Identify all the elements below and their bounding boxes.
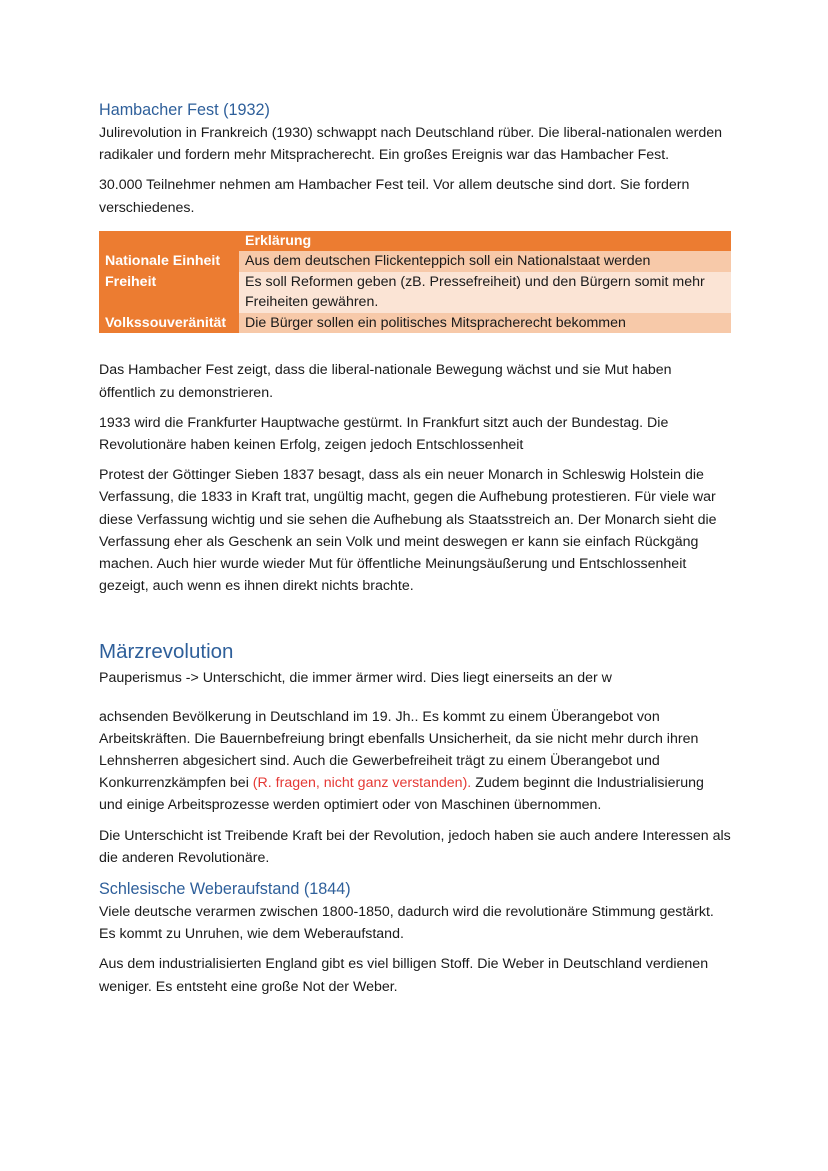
paragraph-bevoelkerung <box>99 706 731 817</box>
heading-hambacher-fest: Hambacher Fest (1932) <box>99 101 270 119</box>
table-cell-explanation: Aus dem deutschen Flickenteppich soll ein Nationalstaat werden <box>239 251 731 272</box>
paragraph-verarmen: Viele deutsche verarmen zwischen 1800-1850, dadurch wird die revolutionäre Stimmung gestärkt. Es kommt zu Unruhen, wie dem Weberaufstand. <box>99 903 714 943</box>
table-cell-explanation: Es soll Reformen geben (zB. Pressefreiheit) und den Bürgern somit mehr Freiheiten gewähren. <box>239 272 731 313</box>
paragraph-goettinger-sieben: Protest der Göttinger Sieben 1837 besagt, dass als ein neuer Monarch in Schleswig Holstein die Verfassung, die 1833 in Kraft trat, ungültig macht, gegen die Aufhebung protestieren. Für viele war diese Verfassung wichtig und sie sehen die Aufhebung als Staatsstreich an. Der Monarch sieht die Verfassung eher als Geschenk an sein Volk und meint deswegen er kann sie einfach Rückgäng machen. Auch hier wurde wieder Mut für öffentliche Meinungsäußerung und Entschlossenheit gezeigt, auch wenn es ihnen direkt nichts brachte. <box>99 467 717 595</box>
paragraph-teilnehmer: 30.000 Teilnehmer nehmen am Hambacher Fest teil. Vor allem deutsche sind dort. Sie fordern verschiedenes. <box>99 177 690 216</box>
table-row <box>99 272 731 313</box>
heading-weberaufstand: Schlesische Weberaufstand (1844) <box>99 879 351 898</box>
paragraph-bewegung: Das Hambacher Fest zeigt, dass die liberal-nationale Bewegung wächst und sie Mut haben öffentlich zu demonstrieren. <box>99 362 672 401</box>
document-content <box>99 98 731 1006</box>
table-header-term <box>99 231 239 252</box>
paragraph-unterschicht: Die Unterschicht ist Treibende Kraft bei der Revolution, jedoch haben sie auch andere Interessen als die anderen Revolutionäre. <box>99 827 731 866</box>
table-cell-term: Freiheit <box>99 272 239 313</box>
table-header-explanation: Erklärung <box>239 231 731 252</box>
table-header-row <box>99 231 731 252</box>
paragraph-pauperismus: Pauperismus -> Unterschicht, die immer ärmer wird. Dies liegt einerseits an der w <box>99 670 612 687</box>
heading-maerzrevolution: Märzrevolution <box>99 640 234 664</box>
demands-table <box>99 231 731 334</box>
table-row <box>99 313 731 334</box>
paragraph-julirevolution: Julirevolution in Frankreich (1930) schwappt nach Deutschland rüber. Die liberal-nationalen werden radikaler und fordern mehr Mitspracherecht. Ein großes Ereignis war das Hambacher Fest. <box>99 125 723 164</box>
teacher-question-note: (R. fragen, nicht ganz verstanden). <box>252 775 472 792</box>
table-cell-explanation: Die Bürger sollen ein politisches Mitspracherecht bekommen <box>239 313 731 334</box>
table-row <box>99 251 731 272</box>
text-bevoelkerung-start: achsenden Bevölkerung in Deutschland im 19. Jh.. Es kommt zu einem Überangebot von Arbeitskräften. Die Bauernbefreiung bringt ebenfalls Unsicherheit, da sie nicht mehr durch ihren Lehnsherren abgesichert sind. Auch die Gewerbefreiheit trägt zu einem Überangebot und Konkurrenzkämpfen bei <box>99 708 699 792</box>
paragraph-hauptwache: 1933 wird die Frankfurter Hauptwache gestürmt. In Frankfurt sitzt auch der Bundestag. Die Revolutionäre haben keinen Erfolg, zeigen jedoch Entschlossenheit <box>99 414 669 453</box>
text-bevoelkerung-end: Zudem beginnt die Industrialisierung und einige Arbeitsprozesse werden optimiert oder von Maschinen übernommen. <box>99 775 704 814</box>
table-cell-term: Nationale Einheit <box>99 251 239 272</box>
table-cell-term: Volkssouveränität <box>99 313 239 334</box>
paragraph-england-stoff: Aus dem industrialisierten England gibt es viel billigen Stoff. Die Weber in Deutschland verdienen weniger. Es entsteht eine große Not der Weber. <box>99 956 709 995</box>
